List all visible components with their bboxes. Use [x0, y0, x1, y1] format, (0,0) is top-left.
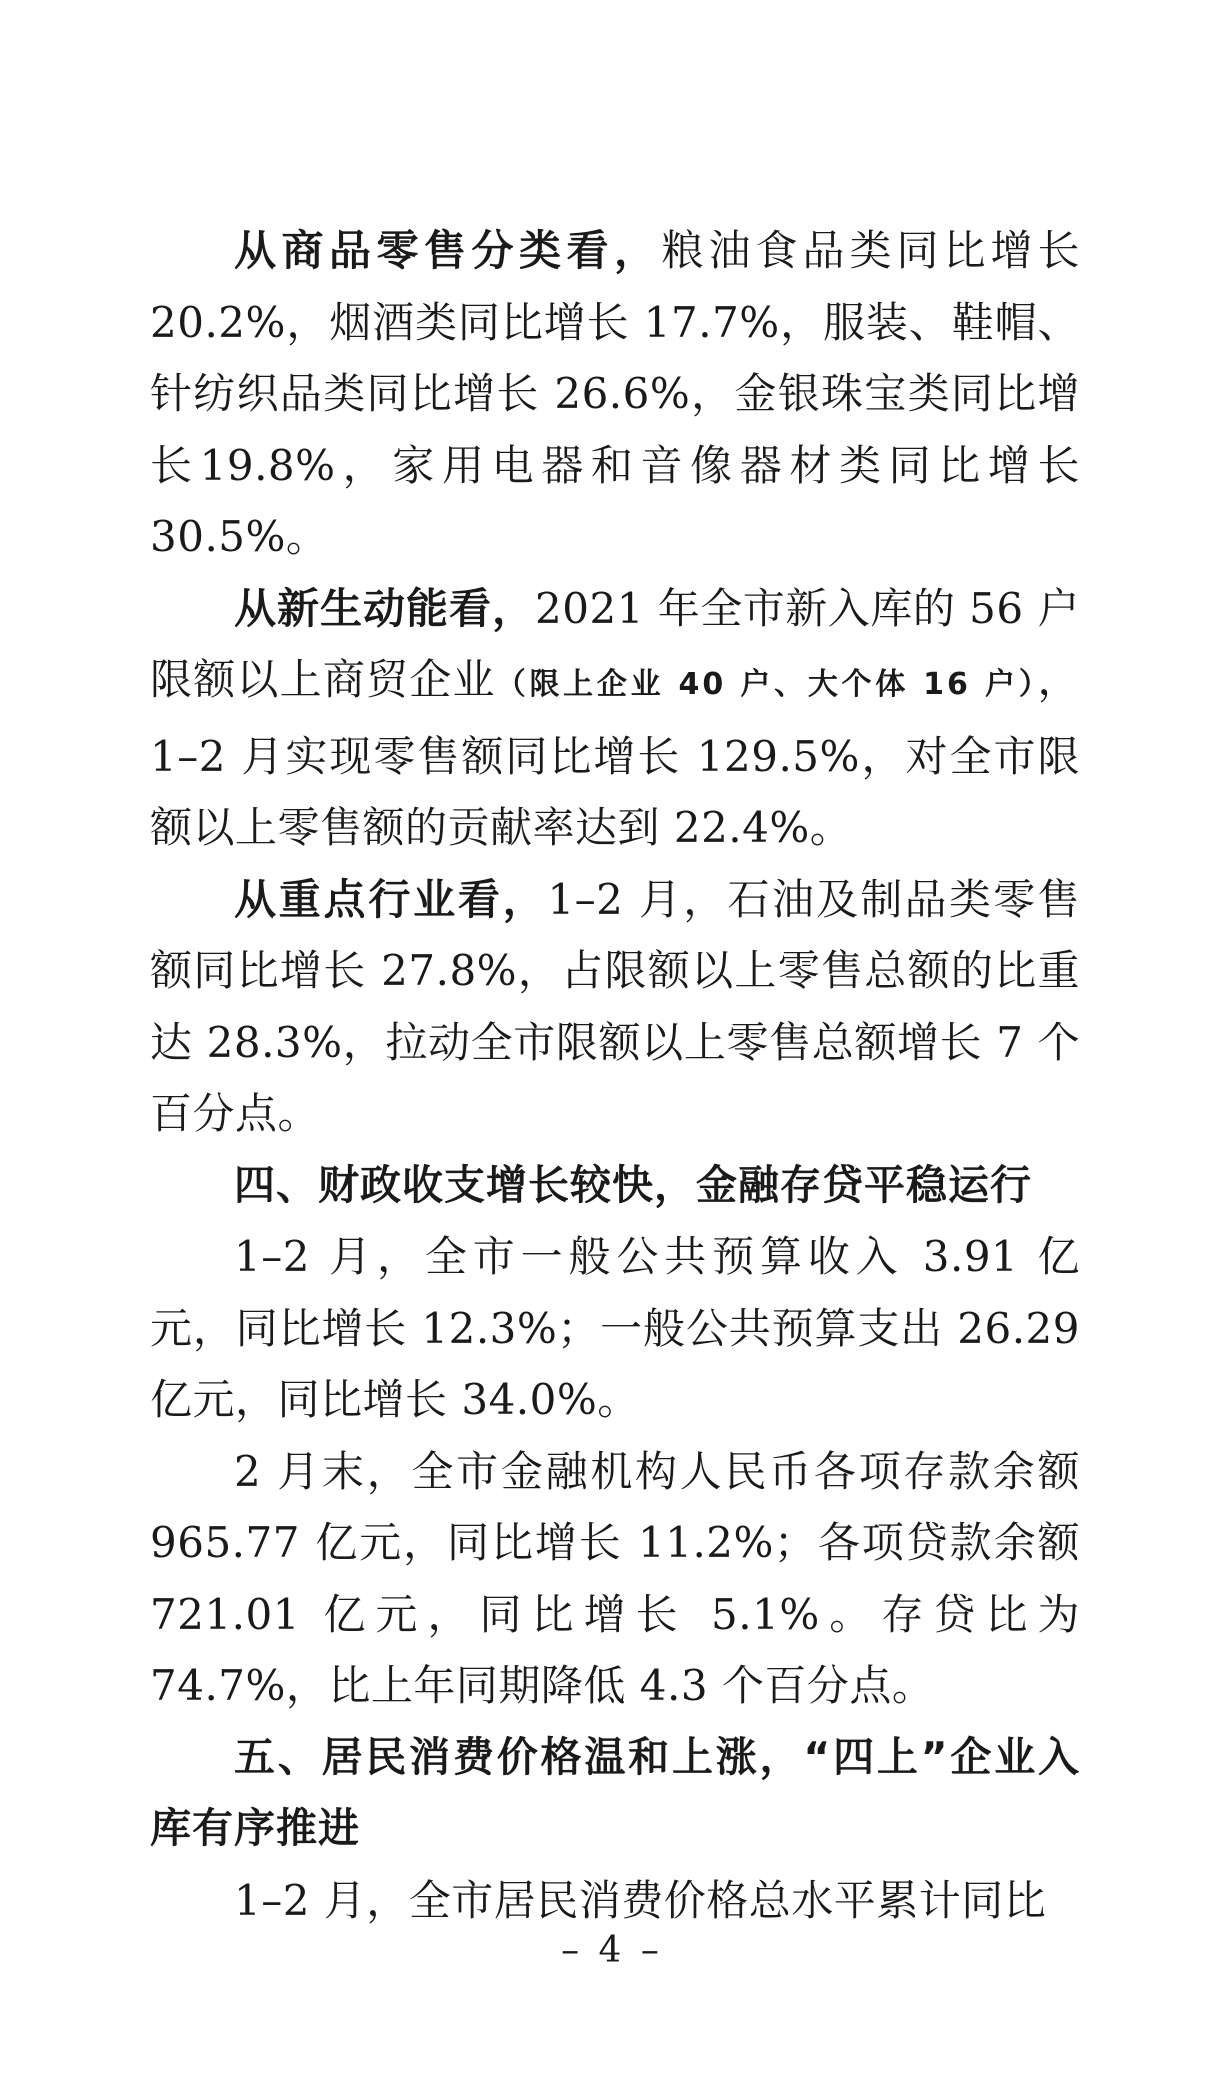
paragraph-retail-categories — [150, 215, 1080, 573]
paragraph-text: 粮油食品类同比增长20.2%，烟酒类同比增长 17.7%，服装、鞋帽、针纺织品类同比增长 26.6%，金银珠宝类同比增长19.8%，家用电器和音像器材类同比增长 30.5%。 — [150, 226, 1080, 561]
page-body — [150, 215, 1080, 1936]
paragraph-new-momentum — [150, 573, 1080, 864]
parenthetical-note: （限上企业 40 户、大个体 16 户） — [495, 667, 1038, 702]
paragraph-deposits-loans: 2 月末，全市金融机构人民币各项存款余额965.77 亿元，同比增长 11.2%；各项贷款余额721.01 亿元，同比增长 5.1%。存贷比为 74.7%，比上年同期降低 4.3 个百分点。 — [150, 1446, 1080, 1710]
paragraph-consumer-price-level: 1–2 月，全市居民消费价格总水平累计同比 — [234, 1875, 1047, 1925]
lead-phrase-retail-categories: 从商品零售分类看， — [234, 226, 662, 275]
lead-phrase-key-industries: 从重点行业看， — [234, 874, 548, 924]
page-number: – 4 – — [561, 1930, 663, 1971]
paragraph-text: ，1–2 月实现零售额同比增长 129.5%，对全市限额以上零售额的贡献率达到 22.4%。 — [150, 655, 1080, 852]
paragraph-text: 1–2 月，石油及制品类零售额同比增长 27.8%，占限额以上零售总额的比重达 28.3%，拉动全市限额以上零售总额增长 7 个百分点。 — [150, 874, 1080, 1138]
lead-phrase-new-momentum: 从新生动能看， — [234, 583, 536, 633]
section-heading-fiscal-finance: 四、财政收支增长较快，金融存贷平稳运行 — [234, 1160, 1032, 1209]
paragraph-key-industries — [150, 864, 1080, 1150]
paragraph-text: 2021 年全市新入库的 56 户限额以上商贸企业 — [150, 583, 1080, 704]
section-heading-consumer-prices: 五、居民消费价格温和上涨，“四上”企业入库有序推进 — [150, 1732, 1080, 1852]
paragraph-fiscal-budget: 1–2 月，全市一般公共预算收入 3.91 亿元，同比增长 12.3%；一般公共预算支出 26.29 亿元，同比增长 34.0%。 — [150, 1232, 1080, 1424]
